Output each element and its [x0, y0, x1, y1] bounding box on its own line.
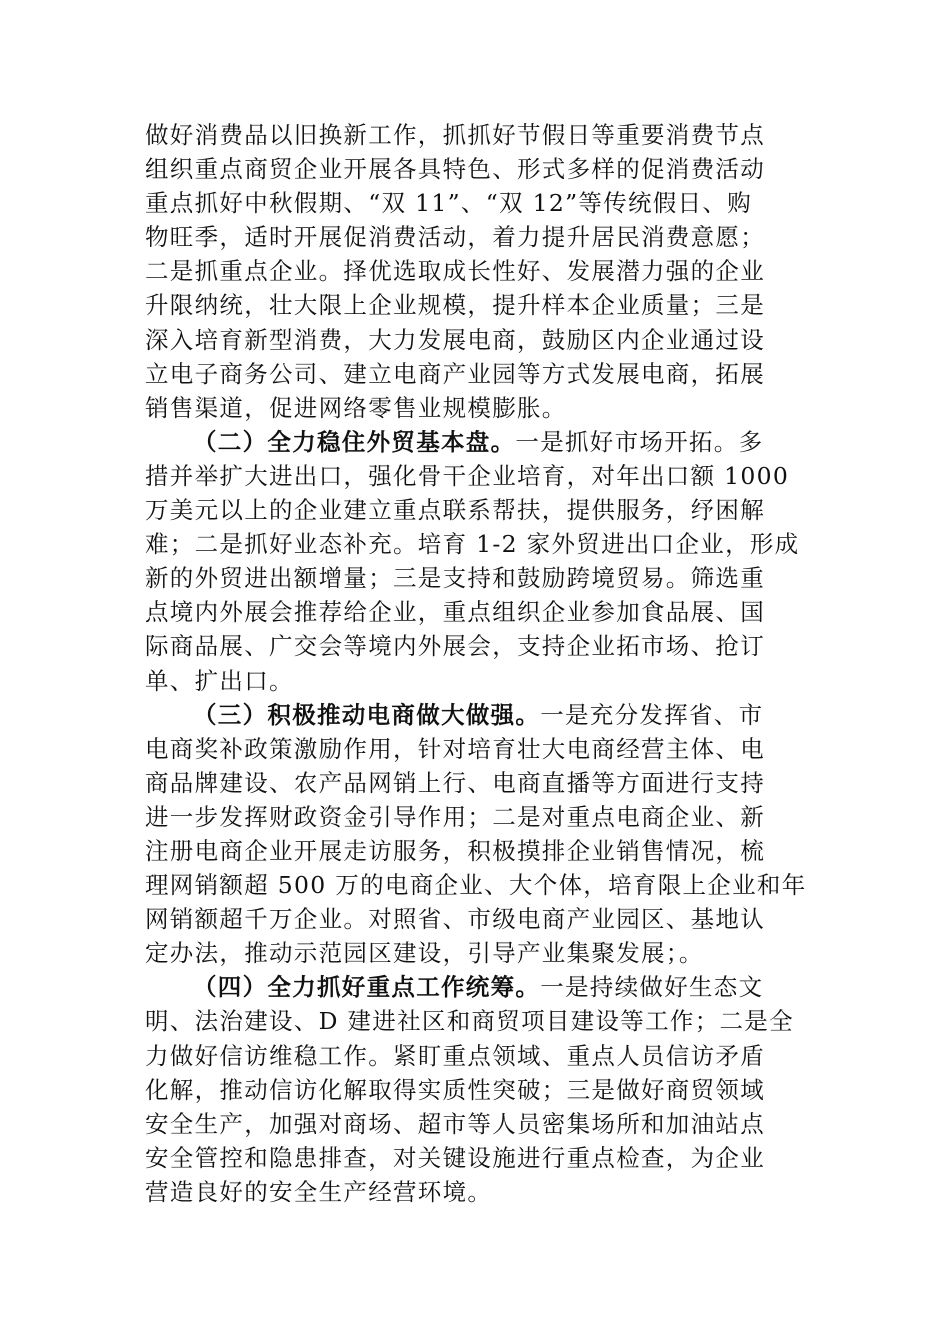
text-line: 二是抓重点企业。择优选取成长性好、发展潜力强的企业	[145, 257, 765, 286]
text-line: 升限纳统，壮大限上企业规模，提升样本企业质量；三是	[145, 291, 765, 320]
text-line: 销售渠道，促进网络零售业规模膨胀。	[145, 393, 567, 422]
text-line: 力做好信访维稳工作。紧盯重点领域、重点人员信访矛盾	[145, 1041, 765, 1070]
text-line: 理网销额超 500 万的电商企业、大个体，培育限上企业和年	[145, 871, 807, 900]
text-line: 网销额超千万企业。对照省、市级电商产业园区、基地认	[145, 905, 765, 934]
text-line: 单、扩出口。	[145, 666, 294, 695]
text-line: 明、法治建设、D 建进社区和商贸项目建设等工作；二是全	[145, 1007, 794, 1036]
section-line-3	[145, 698, 810, 732]
document-body	[145, 118, 810, 1209]
text-line: 定办法，推动示范园区建设，引导产业集聚发展；。	[145, 939, 704, 968]
section-heading-4: （四）全力抓好重点工作统筹。	[193, 973, 541, 1002]
text-line: 措并举扩大进出口，强化骨干企业培育，对年出口额 1000	[145, 461, 790, 490]
text-line: 物旺季，适时开展促消费活动，着力提升居民消费意愿；	[145, 223, 765, 252]
text-line: 安全生产，加强对商场、超市等人员密集场所和加油站点	[145, 1109, 765, 1138]
text-line: 做好消费品以旧换新工作，抓抓好节假日等重要消费节点	[145, 121, 765, 149]
text-line: 安全管控和隐患排查，对关键设施进行重点检查，为企业	[145, 1143, 765, 1172]
section-heading-3: （三）积极推动电商做大做强。	[193, 700, 541, 729]
text-line: 进一步发挥财政资金引导作用；二是对重点电商企业、新	[145, 802, 765, 831]
text-line: 立电子商务公司、建立电商产业园等方式发展电商，拓展	[145, 359, 765, 388]
text-line: 际商品展、广交会等境内外展会，支持企业拓市场、抢订	[145, 632, 765, 661]
section-line-2	[145, 425, 810, 459]
text-line: 万美元以上的企业建立重点联系帮扶，提供服务，纾困解	[145, 496, 765, 525]
text-line: 商品牌建设、农产品网销上行、电商直播等方面进行支持	[145, 768, 765, 797]
text-line: 深入培育新型消费，大力发展电商，鼓励区内企业通过设	[145, 325, 765, 354]
text-line: 电商奖补政策激励作用，针对培育壮大电商经营主体、电	[145, 734, 765, 763]
text-line: 难；二是抓好业态补充。培育 1-2 家外贸进出口企业，形成	[145, 530, 800, 559]
text-line: 新的外贸进出额增量；三是支持和鼓励跨境贸易。筛选重	[145, 564, 765, 593]
section-text-4: 一是持续做好生态文	[540, 973, 764, 1002]
text-line: 化解，推动信访化解取得实质性突破；三是做好商贸领域	[145, 1075, 765, 1104]
section-line-4	[145, 970, 810, 1004]
section-text-3: 一是充分发挥省、市	[540, 700, 764, 729]
text-line: 营造良好的安全生产经营环境。	[145, 1177, 493, 1206]
text-line: 注册电商企业开展走访服务，积极摸排企业销售情况，梳	[145, 836, 765, 865]
section-heading-2: （二）全力稳住外贸基本盘。	[193, 427, 516, 456]
section-text-2: 一是抓好市场开拓。多	[515, 427, 764, 456]
text-line: 重点抓好中秋假期、“双 11”、“双 12”等传统假日、购	[145, 189, 753, 218]
text-line: 组织重点商贸企业开展各具特色、形式多样的促消费活动	[145, 155, 765, 184]
text-line: 点境内外展会推荐给企业，重点组织企业参加食品展、国	[145, 598, 765, 627]
